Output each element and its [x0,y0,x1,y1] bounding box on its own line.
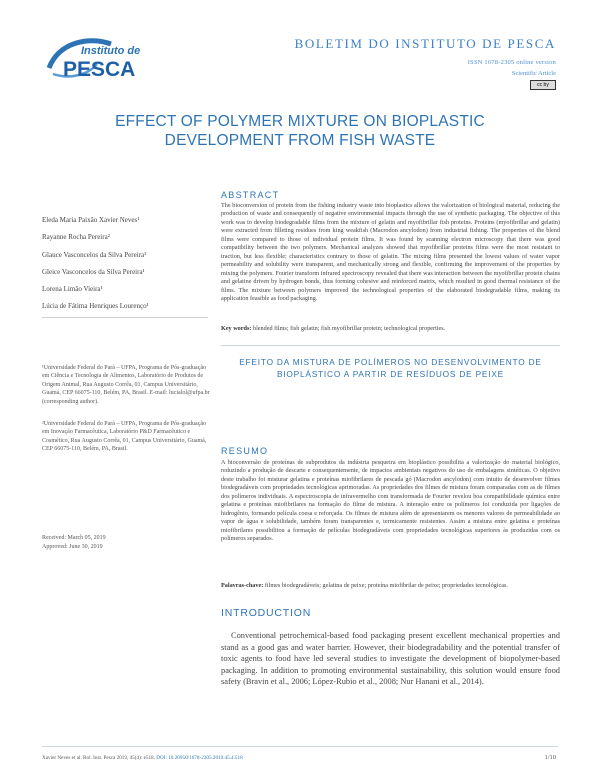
palavras-chave-label: Palavras-chave: [221,582,264,589]
introduction-text: Conventional petrochemical-based food packaging present excellent mechanical properties and stand as a good gas and water barrier. However, their biodegradability and the potential transfer of toxic agents to food have led several studies to investigate the development of biopolymer-based packaging. In addition to promoting environmental sustainability, this solution would ensure food safety (Bravin et al., 2006; López-Rubio et al., 2008; Nur Hanani et al., 2014). [221,631,560,687]
keywords-value: blended films; fish gelatin; fish myofibrillar protein; technological properties. [252,325,446,332]
divider [221,345,560,346]
author: Lorena Limão Vieira¹ [42,285,103,294]
resumo-title: EFEITO DA MISTURA DE POLÍMEROS NO DESENVOLVIMENTO DE BIOPLÁSTICO A PARTIR DE RESÍDUOS DE PEIXE [239,357,542,379]
received-date: Received: March 05, 2019 [42,535,106,541]
keywords-label: Key words: [221,325,252,332]
author: Glauce Vasconcelos da Silva Pereira¹ [42,250,147,259]
article-title: EFFECT OF POLYMER MIXTURE ON BIOPLASTIC DEVELOPMENT FROM FISH WASTE [115,113,485,149]
author: Rayanne Rocha Pereira² [42,233,110,242]
resumo-heading: RESUMO [221,446,269,456]
abstract-heading: ABSTRACT [221,190,280,200]
abstract-keywords [221,325,560,333]
introduction-heading: INTRODUCTION [221,607,312,619]
issn: ISSN 1678-2305 online version [467,59,556,66]
author: Eleda Maria Paixão Xavier Neves¹ [42,216,140,224]
footer-citation [42,755,243,761]
author: Gleice Vasconcelos da Silva Pereira¹ [42,267,145,276]
license-badge[interactable]: cc by [530,80,556,90]
institute-logo [45,34,163,82]
logo-line1: Instituto de [81,45,141,57]
approved-date: Approved: June 30, 2019 [42,543,103,550]
logo-line2: PESCA [63,58,136,81]
page-number: 1/10 [544,754,556,761]
journal-name: BOLETIM DO INSTITUTO DE PESCA [294,36,556,51]
doi-link[interactable]: DOI: 10.20950/1678-2305.2019.45.4.518 [156,755,243,761]
palavras-chave-value: filmes biodegradáveis; gelatina de peixe; proteína miofibrilar de peixe; propriedades tecnológicas. [264,582,508,589]
author-list [42,212,149,316]
author: Lúcia de Fátima Henriques Lourenço¹ [42,302,149,311]
divider [42,317,208,318]
footer-rule [42,746,558,747]
article-type: Scientific Article [511,70,556,77]
article-dates [42,534,106,551]
affiliation: ²Universidade Federal do Pará – UFPA, Programa de Pós-graduação em Inovação Farmacêutica, Laboratório P&D Farmacêutico e Cosmético, Rua Augusto Corrêa, 01, Campus Universitário, Guamá, CEP 66075-110, Belém, PA, Brasil. [42,421,207,453]
resumo-text: A bioconversão de proteínas de subprodutos da indústria pesqueira em bioplástico possibilita a valorização do material biológico, reduzindo a produção de descarte e consequentemente, de impactos ambientais negativos do uso de embalagens sintéticas. O objetivo deste trabalho foi misturar gelatina e proteínas miofibrilares de pescada gó (Macrodon ancylodon) com intuito de desenvolver filmes biodegradáveis com propriedades tecnológicas aprimoradas. As propriedades dos filmes de mistura foram comparadas com as de filmes dos polímeros individuais. A espectroscopia de infravermelho com transformada de Fourier revelou boa compatibilidade química entre gelatina e proteínas miofibrilares na formação do filme de mistura. A interação entre os polímeros foi conduzida por ligações de hidrogênio, formando película coesa e reforçada. Os filmes de mistura além de apresentarem os menores valores de permeabilidade ao vapor de água e solubilidade, também foram transparentes e, termicamente resistentes. Assim a mistura entre gelatina e proteínas miofibrilares possibilitou a formação de películas biodegradáveis com propriedades tecnológicas superiores às produzidas com os polímeros separados. [221,459,560,543]
affiliation: ¹Universidade Federal do Pará – UFPA, Programa de Pós-graduação em Ciência e Tecnologia de Alimentos, Laboratório de Produtos de Origem Animal, Rua Augusto Corrêa, 01, Campus Universitário, Guamá, CEP 66075-110, Belém, PA, Brasil. E-mail: lucialol@ufpa.br (corresponding author). [42,365,210,405]
resumo-keywords [221,582,560,590]
abstract-text: The bioconversion of protein from the fishing industry waste into bioplastics allows the valorization of biological material, reducing the production of waste and consequently of negative environmental impacts through the use of synthetic packaging. The objective of this work was to develop biodegradable films from the mixture of gelatin and myofibrillar fish proteins. Proteins (myofibrillar and gelatin) were extracted from filleting residues from king weakfish (Macrodon ancylodon) from industrial fishing. The properties of the blend films were compared to those of individual protein films. It was found by scanning electron microscopy that there was good compatibility between the two polymers. Mechanical analyzes showed that myofibrillar proteins films were the most resistant to traction, but less flexible; characteristics contrary to those of gelatin. The mixing films presented the lowest values of water vapor permeability and solubility were transparent, and mechanically strong and flexible, confirming the improvement of the properties by mixing the polymers. Fourier transform infrared spectroscopy revealed that there was interaction between the myofibrillar protein chains and gelatine driven by hydrogen bonds, thus forming cohesive and reinforced matrix, which resulted in good thermal resistance of the films. The mixture between polymers improved the technological properties of the elaborated biodegradable films, making its application feasible as food packaging. [221,202,560,302]
citation: Xavier Neves et al. Bol. Inst. Pesca 2019, 45(4): e518. [42,755,155,761]
